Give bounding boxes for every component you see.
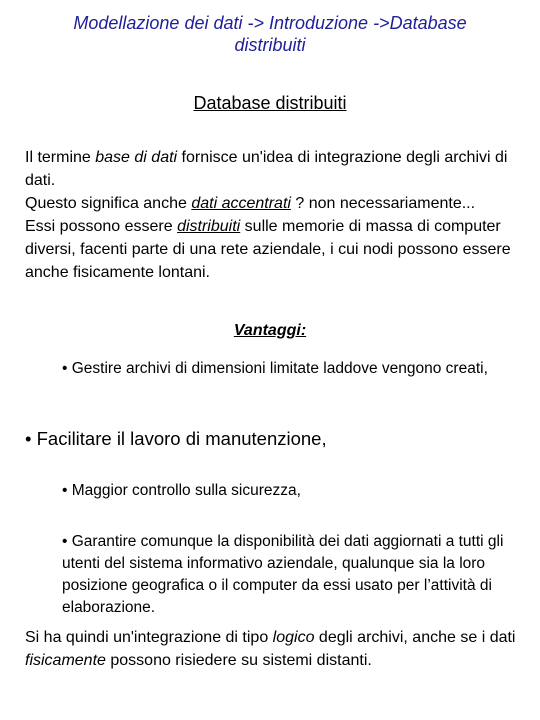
intro-p3-end: sulle memorie di massa di computer diversi, facenti parte di una rete aziendale, i cui nodi possono essere anche fisicamente lontani.	[25, 218, 511, 281]
intro-p2-emphasis: dati accentrati	[191, 195, 291, 212]
bullet-marker: •	[62, 533, 68, 550]
vantaggi-heading: Vantaggi:	[233, 322, 307, 339]
bullet-text: Gestire archivi di dimensioni limitate laddove vengono creati,	[71, 360, 488, 377]
conclusion-text	[25, 626, 525, 672]
intro-p1-emphasis: base di dati	[95, 149, 178, 166]
bullet-text: Garantire comunque la disponibilità dei dati aggiornati a tutti gli utenti del sistema informativo aziendale, qualunque sia la loro posizione geografica o il computer da essi usato per l’attività di elaborazione.	[62, 533, 504, 616]
conclusion-end: possono risiedere su sistemi distanti.	[105, 652, 372, 669]
section-title: Database distribuiti	[193, 93, 347, 113]
conclusion-start: Si ha quindi un'integrazione di tipo	[25, 629, 273, 646]
conclusion-middle: degli archivi, anche se i dati	[314, 629, 516, 646]
bullet-item-4	[62, 531, 517, 619]
bullet-marker: •	[62, 360, 68, 377]
conclusion-emphasis-fisicamente: fisicamente	[25, 652, 106, 669]
intro-p2-start: Questo significa anche	[25, 195, 192, 212]
bullet-item-3	[62, 480, 512, 502]
bullet-item-1	[62, 358, 512, 380]
intro-p2-end: ? non necessariamente...	[290, 195, 476, 212]
bullet-marker: •	[62, 482, 68, 499]
header-title-line1: Modellazione dei dati -> Introduzione ->Database	[73, 13, 467, 33]
intro-paragraph-1	[25, 146, 525, 192]
intro-text	[25, 146, 525, 284]
bullet-text: Maggior controllo sulla sicurezza,	[71, 482, 301, 499]
slide-header	[20, 12, 520, 56]
intro-p1-end: fornisce un'idea di integrazione degli archivi di dati.	[25, 149, 508, 189]
conclusion-emphasis-logico: logico	[272, 629, 315, 646]
intro-p3-start: Essi possono essere	[25, 218, 178, 235]
intro-paragraph-3	[25, 215, 525, 284]
header-title-line2: distribuiti	[234, 35, 306, 55]
intro-p3-emphasis: distribuiti	[177, 218, 241, 235]
bullet-text: Facilitare il lavoro di manutenzione,	[36, 428, 327, 449]
intro-paragraph-2	[25, 192, 525, 215]
bullet-item-2	[25, 427, 515, 451]
bullet-marker: •	[25, 428, 32, 449]
intro-p1-start: Il termine	[25, 149, 96, 166]
